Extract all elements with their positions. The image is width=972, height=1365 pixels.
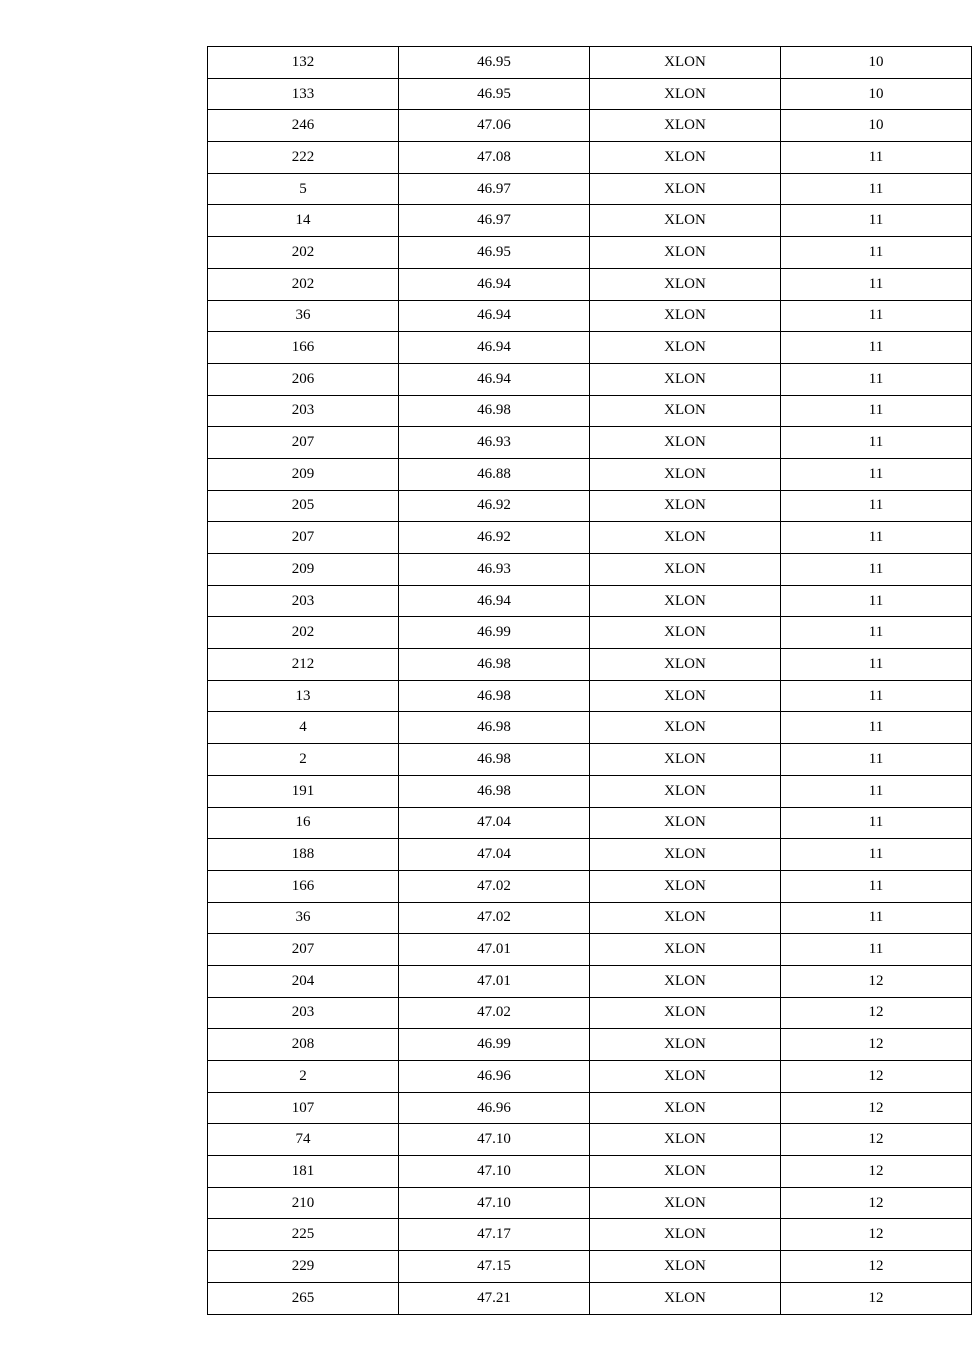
transactions-table-container bbox=[207, 46, 884, 1316]
table-row bbox=[208, 300, 972, 332]
venue-cell: XLON bbox=[590, 1124, 781, 1156]
price-cell: 47.02 bbox=[399, 902, 590, 934]
venue-cell: XLON bbox=[590, 205, 781, 237]
time-cell: 11 bbox=[781, 395, 972, 427]
venue-cell: XLON bbox=[590, 744, 781, 776]
volume-cell: 229 bbox=[208, 1251, 399, 1283]
price-cell: 47.02 bbox=[399, 870, 590, 902]
venue-cell: XLON bbox=[590, 902, 781, 934]
time-cell: 12 bbox=[781, 1282, 972, 1314]
time-cell: 11 bbox=[781, 554, 972, 586]
table-row bbox=[208, 332, 972, 364]
time-cell: 11 bbox=[781, 585, 972, 617]
table-row bbox=[208, 1092, 972, 1124]
time-cell: 11 bbox=[781, 490, 972, 522]
table-row bbox=[208, 268, 972, 300]
time-cell: 11 bbox=[781, 902, 972, 934]
venue-cell: XLON bbox=[590, 617, 781, 649]
volume-cell: 207 bbox=[208, 934, 399, 966]
volume-cell: 204 bbox=[208, 965, 399, 997]
time-cell: 11 bbox=[781, 839, 972, 871]
table-row bbox=[208, 1124, 972, 1156]
volume-cell: 36 bbox=[208, 902, 399, 934]
time-cell: 11 bbox=[781, 205, 972, 237]
price-cell: 46.94 bbox=[399, 300, 590, 332]
venue-cell: XLON bbox=[590, 839, 781, 871]
venue-cell: XLON bbox=[590, 775, 781, 807]
volume-cell: 166 bbox=[208, 870, 399, 902]
volume-cell: 265 bbox=[208, 1282, 399, 1314]
time-cell: 11 bbox=[781, 458, 972, 490]
volume-cell: 203 bbox=[208, 395, 399, 427]
table-row bbox=[208, 997, 972, 1029]
volume-cell: 36 bbox=[208, 300, 399, 332]
volume-cell: 5 bbox=[208, 173, 399, 205]
price-cell: 46.95 bbox=[399, 47, 590, 79]
time-cell: 11 bbox=[781, 237, 972, 269]
table-row bbox=[208, 617, 972, 649]
venue-cell: XLON bbox=[590, 142, 781, 174]
price-cell: 46.94 bbox=[399, 332, 590, 364]
price-cell: 46.95 bbox=[399, 237, 590, 269]
venue-cell: XLON bbox=[590, 1061, 781, 1093]
time-cell: 11 bbox=[781, 870, 972, 902]
volume-cell: 225 bbox=[208, 1219, 399, 1251]
venue-cell: XLON bbox=[590, 870, 781, 902]
price-cell: 46.99 bbox=[399, 1029, 590, 1061]
table-row bbox=[208, 680, 972, 712]
table-row bbox=[208, 744, 972, 776]
time-cell: 11 bbox=[781, 332, 972, 364]
price-cell: 47.10 bbox=[399, 1187, 590, 1219]
venue-cell: XLON bbox=[590, 522, 781, 554]
volume-cell: 188 bbox=[208, 839, 399, 871]
price-cell: 47.17 bbox=[399, 1219, 590, 1251]
time-cell: 12 bbox=[781, 1251, 972, 1283]
price-cell: 46.97 bbox=[399, 173, 590, 205]
price-cell: 47.01 bbox=[399, 965, 590, 997]
volume-cell: 209 bbox=[208, 458, 399, 490]
venue-cell: XLON bbox=[590, 173, 781, 205]
venue-cell: XLON bbox=[590, 427, 781, 459]
time-cell: 11 bbox=[781, 363, 972, 395]
table-row bbox=[208, 839, 972, 871]
price-cell: 46.99 bbox=[399, 617, 590, 649]
volume-cell: 181 bbox=[208, 1156, 399, 1188]
volume-cell: 2 bbox=[208, 1061, 399, 1093]
time-cell: 12 bbox=[781, 1061, 972, 1093]
table-row bbox=[208, 807, 972, 839]
venue-cell: XLON bbox=[590, 965, 781, 997]
price-cell: 46.92 bbox=[399, 522, 590, 554]
table-row bbox=[208, 142, 972, 174]
time-cell: 12 bbox=[781, 997, 972, 1029]
venue-cell: XLON bbox=[590, 934, 781, 966]
table-row bbox=[208, 775, 972, 807]
volume-cell: 203 bbox=[208, 997, 399, 1029]
volume-cell: 133 bbox=[208, 78, 399, 110]
volume-cell: 16 bbox=[208, 807, 399, 839]
price-cell: 47.02 bbox=[399, 997, 590, 1029]
table-row bbox=[208, 1061, 972, 1093]
table-row bbox=[208, 965, 972, 997]
volume-cell: 222 bbox=[208, 142, 399, 174]
price-cell: 46.95 bbox=[399, 78, 590, 110]
venue-cell: XLON bbox=[590, 712, 781, 744]
price-cell: 46.92 bbox=[399, 490, 590, 522]
table-row bbox=[208, 902, 972, 934]
table-row bbox=[208, 205, 972, 237]
price-cell: 46.98 bbox=[399, 649, 590, 681]
time-cell: 11 bbox=[781, 617, 972, 649]
price-cell: 47.04 bbox=[399, 839, 590, 871]
table-row bbox=[208, 173, 972, 205]
time-cell: 12 bbox=[781, 1092, 972, 1124]
table-row bbox=[208, 395, 972, 427]
volume-cell: 13 bbox=[208, 680, 399, 712]
time-cell: 12 bbox=[781, 1219, 972, 1251]
table-row bbox=[208, 649, 972, 681]
price-cell: 46.96 bbox=[399, 1092, 590, 1124]
table-row bbox=[208, 1282, 972, 1314]
volume-cell: 191 bbox=[208, 775, 399, 807]
table-row bbox=[208, 78, 972, 110]
venue-cell: XLON bbox=[590, 458, 781, 490]
price-cell: 47.06 bbox=[399, 110, 590, 142]
table-row bbox=[208, 1156, 972, 1188]
price-cell: 46.98 bbox=[399, 395, 590, 427]
table-row bbox=[208, 458, 972, 490]
table-row bbox=[208, 1187, 972, 1219]
venue-cell: XLON bbox=[590, 300, 781, 332]
volume-cell: 202 bbox=[208, 237, 399, 269]
table-row bbox=[208, 490, 972, 522]
venue-cell: XLON bbox=[590, 78, 781, 110]
venue-cell: XLON bbox=[590, 237, 781, 269]
time-cell: 12 bbox=[781, 1187, 972, 1219]
venue-cell: XLON bbox=[590, 1092, 781, 1124]
venue-cell: XLON bbox=[590, 332, 781, 364]
time-cell: 11 bbox=[781, 934, 972, 966]
price-cell: 46.98 bbox=[399, 712, 590, 744]
table-row bbox=[208, 1251, 972, 1283]
time-cell: 10 bbox=[781, 110, 972, 142]
price-cell: 46.94 bbox=[399, 363, 590, 395]
transactions-table bbox=[207, 46, 972, 1315]
volume-cell: 166 bbox=[208, 332, 399, 364]
price-cell: 47.10 bbox=[399, 1124, 590, 1156]
time-cell: 12 bbox=[781, 1156, 972, 1188]
venue-cell: XLON bbox=[590, 649, 781, 681]
volume-cell: 206 bbox=[208, 363, 399, 395]
transactions-table-body bbox=[208, 47, 972, 1315]
time-cell: 12 bbox=[781, 1124, 972, 1156]
volume-cell: 202 bbox=[208, 617, 399, 649]
venue-cell: XLON bbox=[590, 363, 781, 395]
time-cell: 10 bbox=[781, 78, 972, 110]
table-row bbox=[208, 554, 972, 586]
table-row bbox=[208, 237, 972, 269]
venue-cell: XLON bbox=[590, 1219, 781, 1251]
volume-cell: 132 bbox=[208, 47, 399, 79]
time-cell: 11 bbox=[781, 427, 972, 459]
venue-cell: XLON bbox=[590, 110, 781, 142]
volume-cell: 210 bbox=[208, 1187, 399, 1219]
price-cell: 46.98 bbox=[399, 744, 590, 776]
volume-cell: 74 bbox=[208, 1124, 399, 1156]
volume-cell: 107 bbox=[208, 1092, 399, 1124]
price-cell: 46.97 bbox=[399, 205, 590, 237]
volume-cell: 2 bbox=[208, 744, 399, 776]
venue-cell: XLON bbox=[590, 997, 781, 1029]
time-cell: 11 bbox=[781, 522, 972, 554]
volume-cell: 207 bbox=[208, 427, 399, 459]
time-cell: 11 bbox=[781, 268, 972, 300]
venue-cell: XLON bbox=[590, 585, 781, 617]
price-cell: 47.04 bbox=[399, 807, 590, 839]
price-cell: 46.94 bbox=[399, 585, 590, 617]
table-row bbox=[208, 585, 972, 617]
volume-cell: 212 bbox=[208, 649, 399, 681]
table-row bbox=[208, 934, 972, 966]
time-cell: 11 bbox=[781, 744, 972, 776]
volume-cell: 4 bbox=[208, 712, 399, 744]
venue-cell: XLON bbox=[590, 395, 781, 427]
volume-cell: 207 bbox=[208, 522, 399, 554]
price-cell: 47.21 bbox=[399, 1282, 590, 1314]
price-cell: 47.01 bbox=[399, 934, 590, 966]
time-cell: 11 bbox=[781, 300, 972, 332]
time-cell: 11 bbox=[781, 712, 972, 744]
volume-cell: 209 bbox=[208, 554, 399, 586]
venue-cell: XLON bbox=[590, 47, 781, 79]
price-cell: 47.15 bbox=[399, 1251, 590, 1283]
price-cell: 46.96 bbox=[399, 1061, 590, 1093]
volume-cell: 208 bbox=[208, 1029, 399, 1061]
venue-cell: XLON bbox=[590, 1187, 781, 1219]
volume-cell: 203 bbox=[208, 585, 399, 617]
venue-cell: XLON bbox=[590, 1156, 781, 1188]
price-cell: 46.94 bbox=[399, 268, 590, 300]
price-cell: 46.93 bbox=[399, 427, 590, 459]
venue-cell: XLON bbox=[590, 807, 781, 839]
time-cell: 12 bbox=[781, 1029, 972, 1061]
table-row bbox=[208, 712, 972, 744]
time-cell: 11 bbox=[781, 649, 972, 681]
table-row bbox=[208, 47, 972, 79]
venue-cell: XLON bbox=[590, 1029, 781, 1061]
venue-cell: XLON bbox=[590, 268, 781, 300]
volume-cell: 202 bbox=[208, 268, 399, 300]
table-row bbox=[208, 1219, 972, 1251]
price-cell: 46.98 bbox=[399, 775, 590, 807]
venue-cell: XLON bbox=[590, 680, 781, 712]
time-cell: 11 bbox=[781, 173, 972, 205]
table-row bbox=[208, 870, 972, 902]
table-row bbox=[208, 522, 972, 554]
time-cell: 11 bbox=[781, 807, 972, 839]
venue-cell: XLON bbox=[590, 1282, 781, 1314]
time-cell: 12 bbox=[781, 965, 972, 997]
table-row bbox=[208, 363, 972, 395]
time-cell: 10 bbox=[781, 47, 972, 79]
price-cell: 47.10 bbox=[399, 1156, 590, 1188]
table-row bbox=[208, 110, 972, 142]
time-cell: 11 bbox=[781, 775, 972, 807]
price-cell: 46.93 bbox=[399, 554, 590, 586]
time-cell: 11 bbox=[781, 680, 972, 712]
time-cell: 11 bbox=[781, 142, 972, 174]
volume-cell: 246 bbox=[208, 110, 399, 142]
venue-cell: XLON bbox=[590, 1251, 781, 1283]
volume-cell: 205 bbox=[208, 490, 399, 522]
price-cell: 46.98 bbox=[399, 680, 590, 712]
venue-cell: XLON bbox=[590, 554, 781, 586]
price-cell: 47.08 bbox=[399, 142, 590, 174]
venue-cell: XLON bbox=[590, 490, 781, 522]
table-row bbox=[208, 427, 972, 459]
table-row bbox=[208, 1029, 972, 1061]
volume-cell: 14 bbox=[208, 205, 399, 237]
price-cell: 46.88 bbox=[399, 458, 590, 490]
